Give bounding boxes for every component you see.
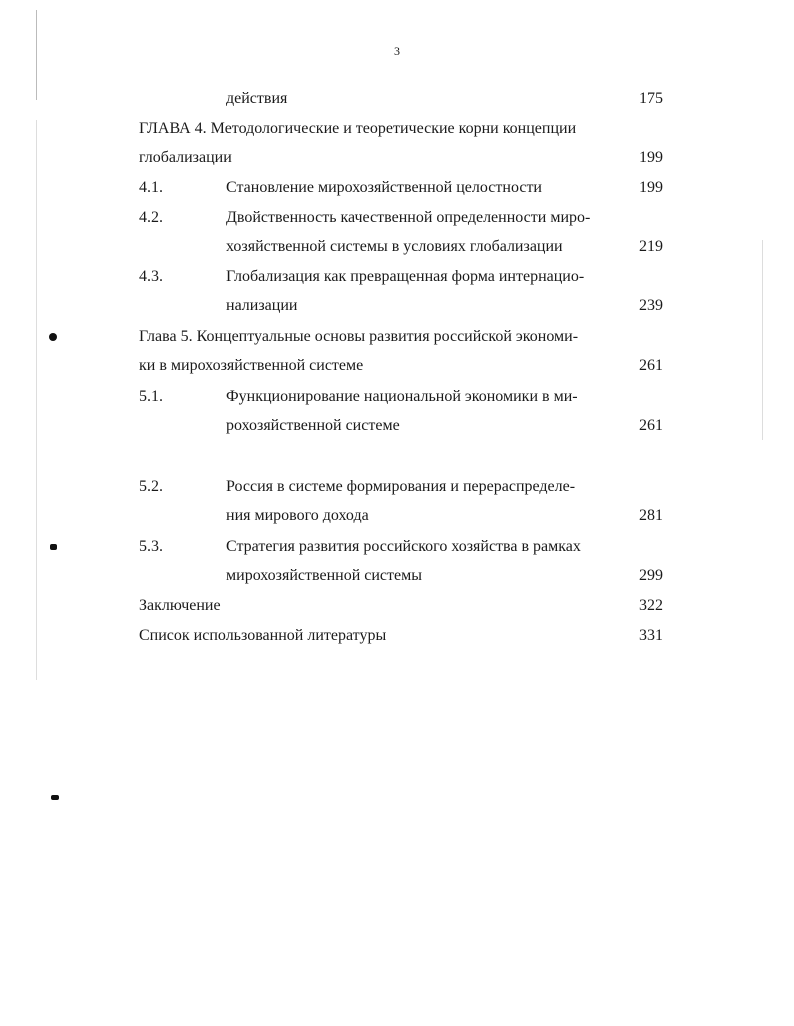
toc-section-title: Глобализация как превращенная форма интернацио- [226,268,585,285]
toc-page: 199 [639,179,663,196]
scan-right-border [762,240,763,440]
toc-section-title: нализации [226,297,298,314]
toc-page: 299 [639,567,663,584]
toc-section-title: мирохозяйственной системы [226,567,422,584]
toc-section-title: Становление мирохозяйственной целостности [226,179,542,196]
page-number: 3 [394,44,400,58]
scan-mark [51,795,59,800]
toc-page: 175 [639,90,663,107]
toc-continued-text: действия [226,90,288,107]
toc-page: 261 [639,357,663,374]
toc-conclusion: Заключение [139,597,221,614]
toc-section-number: 4.3. [139,268,163,285]
toc-page: 219 [639,238,663,255]
toc-chapter-4-title: ГЛАВА 4. Методологические и теоретические корни концепции [139,120,577,137]
toc-section-number: 4.2. [139,209,163,226]
scan-dot [49,333,57,341]
toc-page: 199 [639,149,663,166]
toc-section-number: 4.1. [139,179,163,196]
toc-chapter-5-title: Глава 5. Концептуальные основы развития российской экономи- [139,328,579,345]
toc-section-title: Двойственность качественной определенности миро- [226,209,591,226]
toc-section-number: 5.1. [139,388,163,405]
toc-section-title: хозяйственной системы в условиях глобализации [226,238,563,255]
toc-chapter-5-title: ки в мирохозяйственной системе [139,357,364,374]
toc-page: 331 [639,627,663,644]
toc-page: 261 [639,417,663,434]
toc-chapter-4-title: глобализации [139,149,232,166]
toc-page: 322 [639,597,663,614]
scan-mark [50,544,57,550]
toc-section-number: 5.3. [139,538,163,555]
toc-page: 239 [639,297,663,314]
toc-section-number: 5.2. [139,478,163,495]
toc-section-title: Россия в системе формирования и перераспределе- [226,478,576,495]
toc-section-title: Функционирование национальной экономики в ми- [226,388,578,405]
toc-section-title: Стратегия развития российского хозяйства в рамках [226,538,581,555]
toc-section-title: рохозяйственной системе [226,417,400,434]
scan-left-border [36,120,37,680]
toc-section-title: ния мирового дохода [226,507,369,524]
toc-page: 281 [639,507,663,524]
toc-references: Список использованной литературы [139,627,387,644]
